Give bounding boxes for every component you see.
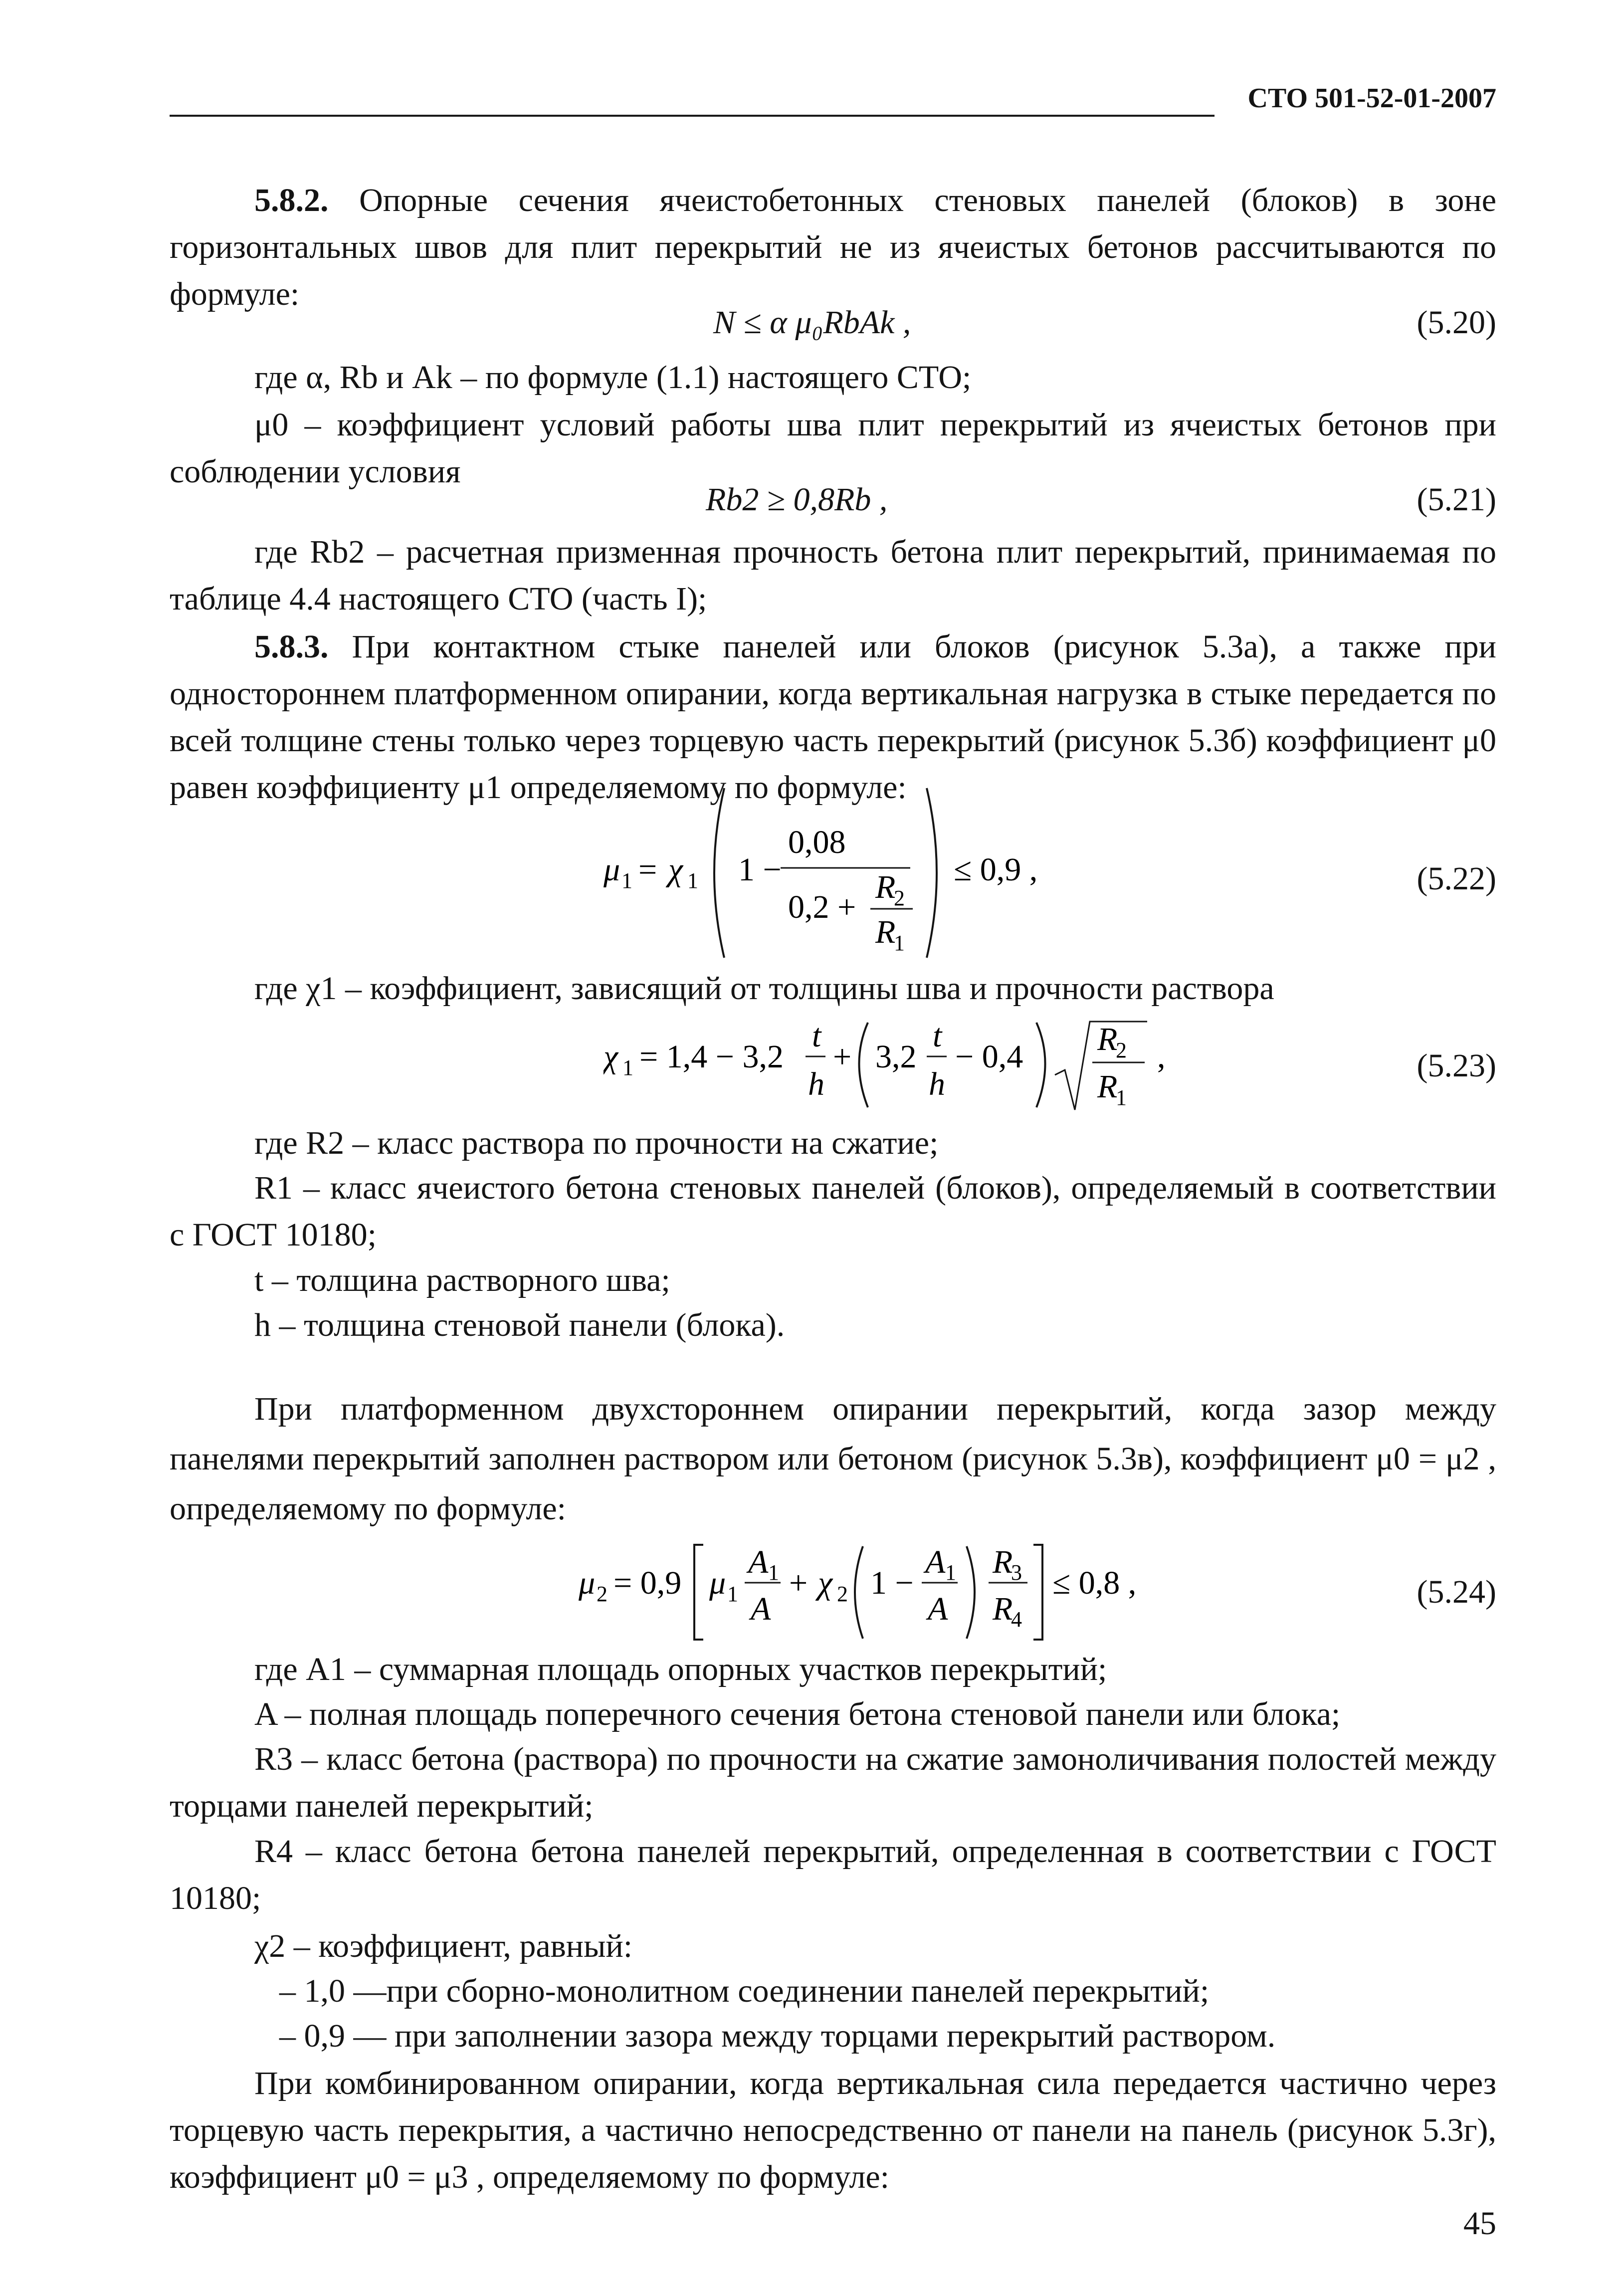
svg-text:+: +	[789, 1565, 808, 1601]
svg-text:μ: μ	[579, 1565, 596, 1601]
equation-number: (5.23)	[1417, 1047, 1496, 1084]
svg-text:3: 3	[1011, 1560, 1022, 1585]
svg-text:2: 2	[837, 1582, 848, 1606]
svg-text:,: ,	[1157, 1039, 1166, 1075]
document-code: СТО 501-52-01-2007	[1247, 83, 1496, 114]
formula-5-24-svg	[579, 1534, 1277, 1654]
svg-text:R: R	[1097, 1068, 1118, 1105]
where-5-21: где Rb2 – расчетная призменная прочность бетона плит перекрытий, принимаемая по таблице 4.4 настоящего СТО (часть I);	[170, 534, 1496, 617]
svg-text:2: 2	[597, 1582, 608, 1606]
svg-text:A: A	[925, 1544, 946, 1580]
formula-5-22-svg	[594, 778, 1292, 968]
svg-text:1 −: 1 −	[870, 1565, 914, 1601]
svg-text:R: R	[875, 869, 896, 905]
where-5-20: где α, Rb и Ak – по формуле (1.1) настоящего СТО;	[254, 359, 972, 396]
svg-text:A: A	[928, 1591, 948, 1627]
fraction-numerator: 0,08	[788, 824, 846, 860]
svg-text:1: 1	[894, 931, 905, 955]
svg-text:χ: χ	[818, 1565, 833, 1601]
svg-text:1: 1	[622, 1055, 633, 1080]
svg-text:t: t	[812, 1018, 821, 1054]
svg-text:R: R	[993, 1591, 1013, 1627]
para-combined: При комбинированном опирании, когда вертикальная сила передается частично через торцевую часть перекрытия, а частично непосредственно от панели на панель (рисунок 5.3г), коэффициент μ0 = μ3 , определяемому по формуле:	[170, 2065, 1496, 2195]
section-number: 5.8.3.	[254, 628, 329, 665]
svg-text:R: R	[875, 914, 896, 950]
mu0-definition: μ0 – коэффициент условий работы шва плит перекрытий из ячеистых бетонов при соблюдении условия	[170, 407, 1496, 490]
page-number: 45	[1463, 2205, 1496, 2242]
svg-text:1: 1	[1116, 1085, 1127, 1110]
equation-5-21	[170, 476, 1496, 523]
para-platform: При платформенном двухстороннем опирании перекрытий, когда зазор между панелями перекрытий заполнен раствором или бетоном (рисунок 5.3в), коэффициент μ0 = μ2 , определяемому по формуле:	[170, 1391, 1496, 1527]
formula: N ≤ α μ₀RbAk ,	[713, 304, 911, 341]
section-text: Опорные сечения ячеистобетонных стеновых панелей (блоков) в зоне горизонтальных швов для плит перекрытий не из ячеистых бетонов рассчитываются по формуле:	[170, 182, 1496, 312]
svg-text:2: 2	[894, 886, 905, 910]
equation-number: (5.24)	[1417, 1574, 1496, 1610]
svg-text:A: A	[748, 1544, 769, 1580]
section-number: 5.8.2.	[254, 182, 329, 218]
svg-text:χ: χ	[668, 851, 683, 888]
svg-text:h: h	[929, 1066, 945, 1102]
svg-text:4: 4	[1011, 1607, 1022, 1632]
svg-text:3,2: 3,2	[875, 1039, 917, 1075]
formula-5-23-svg	[604, 1013, 1252, 1127]
chi1-definition: где χ1 – коэффициент, зависящий от толщины шва и прочности раствора	[254, 970, 1274, 1007]
equation-number: (5.22)	[1417, 860, 1496, 897]
svg-text:μ: μ	[604, 851, 620, 888]
equation-5-20	[170, 299, 1496, 346]
svg-text:t: t	[933, 1018, 942, 1054]
def-t: t – толщина растворного шва;	[254, 1262, 670, 1298]
svg-text:χ: χ	[604, 1039, 618, 1075]
chi2-option-1: – 1,0 —при сборно-монолитном соединении панелей перекрытий;	[279, 1973, 1210, 2009]
svg-text:h: h	[808, 1066, 824, 1102]
def-r3: R3 – класс бетона (раствора) по прочности на сжатие замоноличивания полостей между торцами панелей перекрытий;	[170, 1741, 1496, 1824]
section-text: При контактном стыке панелей или блоков (рисунок 5.3а), а также при одностороннем платформенном опирании, когда вертикальная нагрузка в стыке передается по всей толщине стены только через торцевую часть перекрытий (рисунок 5.3б) коэффициент μ0 равен коэффициенту μ1 определяемому по формуле:	[170, 628, 1497, 806]
def-chi2: χ2 – коэффициент, равный:	[254, 1928, 633, 1964]
def-h: h – толщина стеновой панели (блока).	[254, 1307, 785, 1343]
svg-text:1: 1	[687, 868, 698, 893]
def-a: A – полная площадь поперечного сечения бетона стеновой панели или блока;	[254, 1696, 1341, 1732]
formula-tail: ≤ 0,8 ,	[1052, 1565, 1137, 1601]
def-a1: где A1 – суммарная площадь опорных участков перекрытий;	[254, 1651, 1107, 1687]
svg-text:1: 1	[621, 868, 632, 893]
equation-5-22	[170, 778, 1496, 968]
svg-text:+: +	[833, 1039, 852, 1075]
svg-text:μ: μ	[709, 1565, 726, 1601]
equation-5-24	[170, 1534, 1496, 1654]
svg-text:− 0,4: − 0,4	[955, 1039, 1023, 1075]
formula: Rb2 ≥ 0,8Rb ,	[706, 481, 888, 518]
svg-text:R: R	[1097, 1021, 1118, 1057]
svg-text:R: R	[993, 1544, 1013, 1580]
formula-tail: ≤ 0,9 ,	[954, 851, 1038, 888]
svg-text:2: 2	[1116, 1038, 1127, 1062]
def-r4: R4 – класс бетона бетона панелей перекрытий, определенная в соответствии с ГОСТ 10180;	[170, 1833, 1496, 1916]
def-r2: где R2 – класс раствора по прочности на сжатие;	[254, 1125, 939, 1161]
svg-text:1: 1	[727, 1582, 738, 1606]
header-rule	[170, 115, 1215, 117]
svg-text:A: A	[751, 1591, 771, 1627]
section-5-8-2	[170, 177, 1496, 318]
svg-text:0,2 +: 0,2 +	[788, 889, 856, 925]
chi2-option-2: – 0,9 — при заполнении зазора между торцами перекрытий раствором.	[279, 2018, 1276, 2054]
equation-5-23	[170, 1013, 1496, 1127]
def-r1: R1 – класс ячеистого бетона стеновых панелей (блоков), определяемый в соответствии с ГОСТ 10180;	[170, 1170, 1496, 1253]
equation-number: (5.21)	[1417, 481, 1496, 518]
svg-text:= 0,9: = 0,9	[613, 1565, 682, 1601]
svg-text:1 −: 1 −	[738, 851, 782, 888]
svg-text:= 1,4 − 3,2: = 1,4 − 3,2	[639, 1039, 784, 1075]
svg-text:=: =	[638, 851, 657, 888]
svg-text:1: 1	[768, 1560, 779, 1585]
svg-text:1: 1	[945, 1560, 956, 1585]
equation-number: (5.20)	[1417, 304, 1496, 341]
